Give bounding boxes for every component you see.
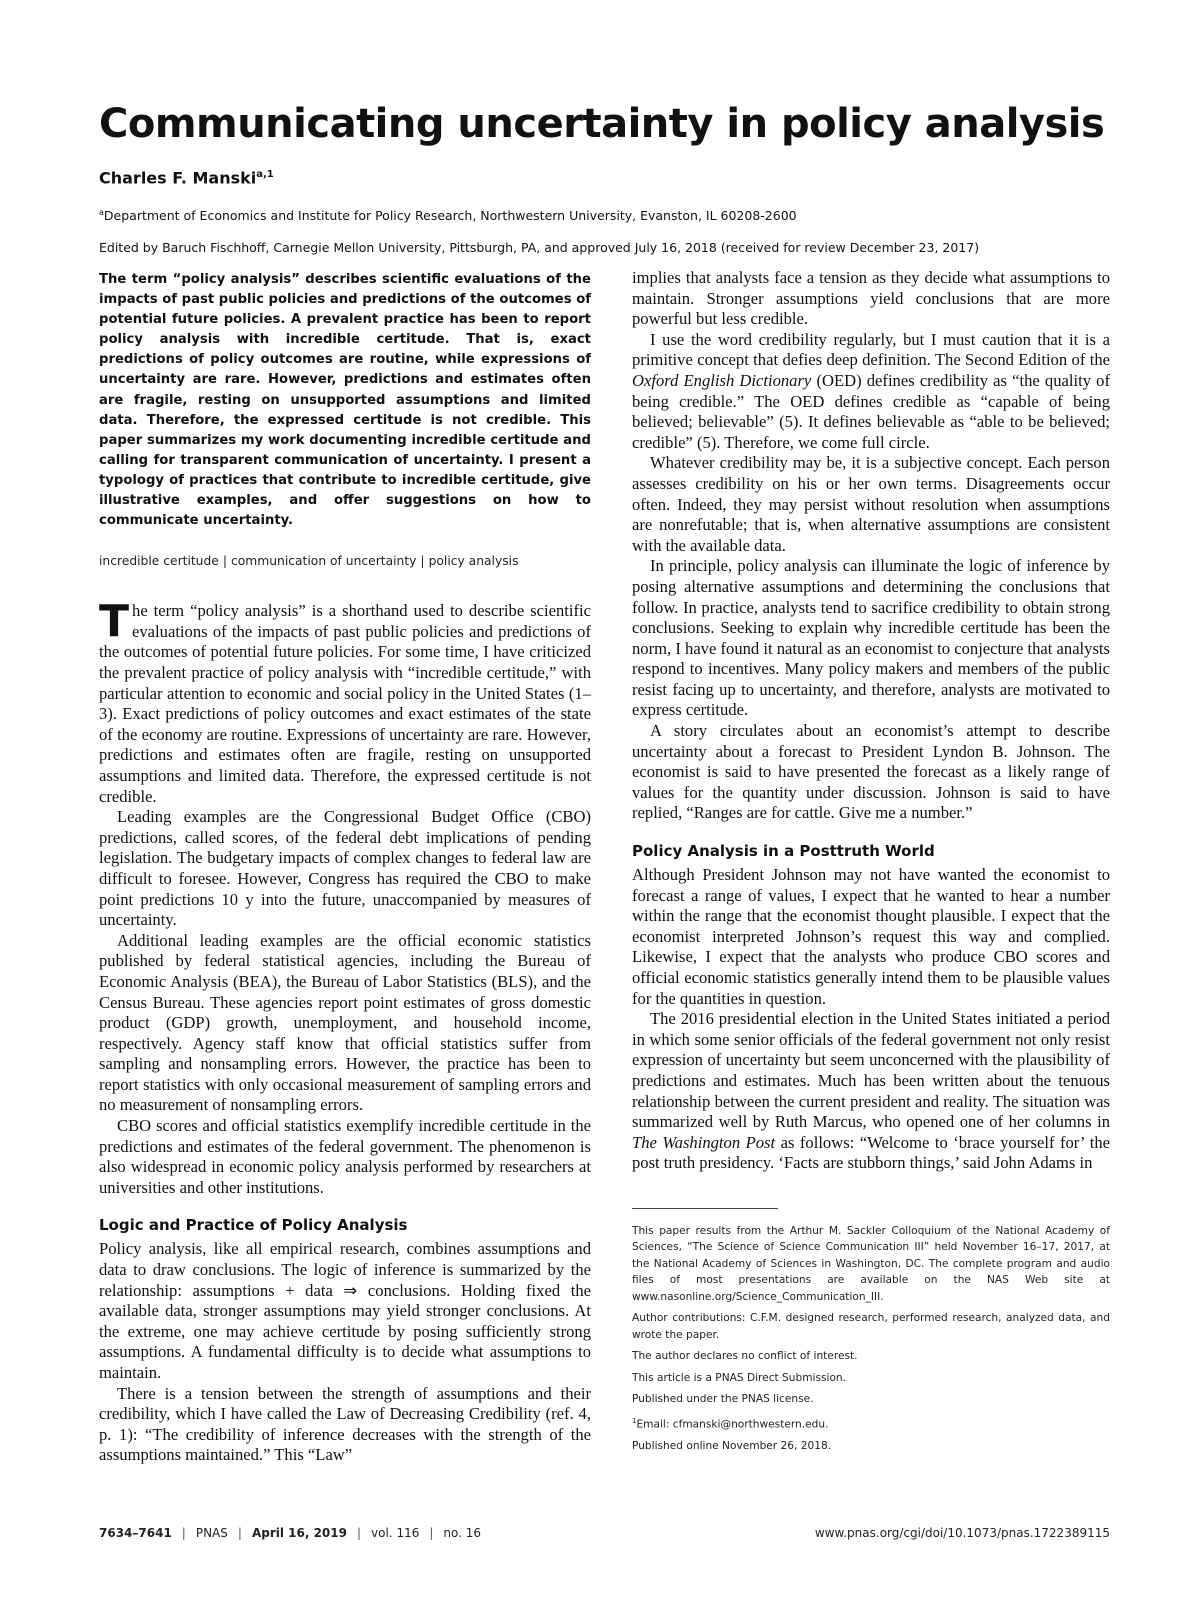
keyword-separator: | bbox=[222, 554, 228, 569]
right-body bbox=[632, 268, 1110, 1174]
right-column bbox=[632, 268, 1110, 1459]
body-paragraph: There is a tension between the strength of assumptions and their credibility, which I have called the Law of Decreasing Credibility (ref. 4, p. 1): “The credibility of inference decreases with the strength of the assumptions maintained.” This “Law” bbox=[99, 1383, 591, 1465]
keyword: communication of uncertainty bbox=[231, 554, 417, 569]
footer-doi-link[interactable]: www.pnas.org/cgi/doi/10.1073/pnas.1722389115 bbox=[814, 1526, 1110, 1540]
footer-separator: | bbox=[429, 1526, 434, 1540]
footer-journal: PNAS bbox=[195, 1526, 228, 1540]
author-name: Charles F. Manski bbox=[99, 168, 257, 188]
footnote-license: Published under the PNAS license. bbox=[632, 1393, 814, 1406]
body-paragraph: Additional leading examples are the official economic statistics published by federal statistical agencies, including the Bureau of Economic Analysis (BEA), the Bureau of Labor Statistics (BLS), and the Census Bureau. These agencies report point estimates of gross domestic product (GDP) growth, unemployment, and household income, respectively. Agency staff know that official statistics suffer from sampling and nonsampling errors. However, the practice has been to report statistics with only occasional measurement of sampling errors and no measurement of nonsampling errors. bbox=[99, 930, 591, 1115]
footnote-email: $^1$Email: cfmanski@northwestern.edu. bbox=[632, 1416, 829, 1431]
edited-by-line: Edited by Baruch Fischhoff, Carnegie Mellon University, Pittsburgh, PA, and approved July 16, 2018 (received for review December 23, 2017) bbox=[99, 240, 980, 255]
affiliation-superscript: a bbox=[99, 208, 104, 217]
body-paragraph: implies that analysts face a tension as they decide what assumptions to maintain. Stronger assumptions yield conclusions that are more powerful but less credible. bbox=[632, 268, 1110, 329]
footer-pages: 7634–7641 bbox=[99, 1526, 172, 1540]
abstract: The term “policy analysis” describes scientific evaluations of the impacts of past public policies and predictions of the outcomes of potential future policies. A prevalent practice has been to report policy analysis with incredible certitude. That is, exact predictions of policy outcomes are routine, while expressions of uncertainty are rare. However, predictions and estimates often are fragile, resting on unsupported assumptions and limited data. Therefore, the expressed certitude is not credible. This paper summarizes my work documenting incredible certitude and calling for transparent communication of uncertainty. I present a typology of practices that contribute to incredible certitude, give illustrative examples, and offer suggestions on how to communicate uncertainty. bbox=[99, 272, 591, 529]
footnote-divider bbox=[632, 1208, 778, 1209]
author-superscript: a,1 bbox=[256, 169, 274, 180]
italic-title: Oxford English Dictionary bbox=[632, 370, 812, 390]
footnote-colloquium: This paper results from the Arthur M. Sackler Colloquium of the National Academy of Sciences, “The Science of Science Communication III” held November 16–17, 2017, at the National Academy of Sciences in Washington, DC. The complete program and audio files of most presentations are available on the NAS Web site at www.nasonline.org/Science_Communication_III. bbox=[632, 1224, 1110, 1303]
body-paragraph: A story circulates about an economist’s attempt to describe uncertainty about a forecast to President Lyndon B. Johnson. The economist is said to have presented the forecast as a likely range of values for the quantity under discussion. Johnson is said to have replied, “Ranges are for cattle. Give me a number.” bbox=[632, 721, 1110, 823]
footer-issue: no. 16 bbox=[443, 1526, 482, 1540]
body-paragraph: I use the word credibility regularly, but I must caution that it is a primitive concept that defies deep definition. The Second Edition of the Oxford English Dictionary (OED) defines credibility as “the quality of being credible.” The OED defines credible as “capable of being believed; believable” (5). It defines believable as “able to be believed; credible” (5). Therefore, we come full circle. bbox=[632, 329, 1110, 452]
italic-title: The Washington Post bbox=[632, 1132, 776, 1152]
keyword: incredible certitude bbox=[99, 554, 219, 569]
footer-separator: | bbox=[181, 1526, 186, 1540]
body-paragraph: Leading examples are the Congressional Budget Office (CBO) predictions, called scores, of the federal debt implications of pending legislation. The budgetary impacts of complex changes to federal law are difficult to foresee. However, Congress has required the CBO to make point predictions 10 y into the future, unaccompanied by measures of uncertainty. bbox=[99, 807, 591, 930]
keywords bbox=[99, 553, 591, 569]
footer-separator: | bbox=[237, 1526, 242, 1540]
author-line bbox=[99, 165, 274, 188]
footer-separator: | bbox=[356, 1526, 362, 1540]
affiliation-text: Department of Economics and Institute for Policy Research, Northwestern University, Evanston, IL 60208-2600 bbox=[103, 208, 797, 224]
section-heading: Logic and Practice of Policy Analysis bbox=[99, 1216, 408, 1235]
body-paragraph: The term “policy analysis” is a shorthand used to describe scientific evaluations of the impacts of past public policies and predictions of the outcomes of potential future policies. For some time, I have criticized the prevalent practice of policy analysis with “incredible certitude,” with particular attention to economic and social policy in the United States (1–3). Exact predictions of policy outcomes and exact estimates of the state of the economy are routine. Expressions of uncertainty are rare. However, predictions and estimates often are fragile, resting on unsupported assumptions and limited data. Therefore, the expressed certitude is not credible. bbox=[99, 596, 591, 806]
footnote-published: Published online November 26, 2018. bbox=[632, 1439, 832, 1452]
footnote-conflict: The author declares no conflict of interest. bbox=[632, 1350, 858, 1363]
left-body bbox=[99, 596, 591, 1466]
footer-date: April 16, 2019 bbox=[251, 1526, 347, 1540]
footer-volume: vol. 116 bbox=[371, 1526, 420, 1540]
section-heading: Policy Analysis in a Posttruth World bbox=[632, 842, 935, 861]
left-column bbox=[99, 270, 591, 1466]
affiliation bbox=[99, 205, 797, 224]
footnote-submission: This article is a PNAS Direct Submission. bbox=[632, 1371, 847, 1384]
keyword: policy analysis bbox=[428, 554, 519, 569]
footnote-contributions: Author contributions: C.F.M. designed research, performed research, analyzed data, and wrote the paper. bbox=[632, 1312, 1110, 1341]
footer-citation bbox=[99, 1525, 481, 1541]
body-paragraph: Although President Johnson may not have wanted the economist to forecast a range of values, I expect that he wanted to hear a number within the range that the economist thought plausible. I expect that the economist interpreted Johnson’s request this way and complied. Likewise, I expect that the analysts who produce CBO scores and official economic statistics generally intend them to be plausible values for the quantities in question. bbox=[632, 865, 1110, 1008]
paper-title: Communicating uncertainty in policy analysis bbox=[99, 101, 1105, 147]
body-paragraph: Whatever credibility may be, it is a subjective concept. Each person assesses credibility on his or her own terms. Disagreements occur often. Indeed, they may persist without resolution when assumptions are nonrefutable; that is, when alternative assumptions are consistent with the available data. bbox=[632, 453, 1110, 555]
footnotes bbox=[632, 1223, 1110, 1455]
body-paragraph: Policy analysis, like all empirical research, combines assumptions and data to draw conclusions. The logic of inference is summarized by the relationship: assumptions + data ⇒ conclusions. Holding fixed the available data, stronger assumptions may yield stronger conclusions. At the extreme, one may achieve certitude by posing sufficiently strong assumptions. A fundamental difficulty is to decide what assumptions to maintain. bbox=[99, 1239, 591, 1382]
body-paragraph: CBO scores and official statistics exemplify incredible certitude in the predictions and estimates of the federal government. The phenomenon is also widespread in economic policy analysis performed by researchers at universities and other institutions. bbox=[99, 1116, 591, 1197]
drop-cap: T bbox=[99, 596, 130, 648]
body-paragraph: The 2016 presidential election in the United States initiated a period in which some senior officials of the federal government not only resist expression of uncertainty but seem unconcerned with the plausibility of predictions and estimates. Much has been written about the tenuous relationship between the current president and reality. The situation was summarized well by Ruth Marcus, who opened one of her columns in The Washington Post as follows: “Welcome to ‘brace yourself for’ the post truth presidency. ‘Facts are stubborn things,’ said John Adams in bbox=[632, 1009, 1110, 1173]
keyword-separator: | bbox=[420, 554, 425, 569]
body-paragraph: In principle, policy analysis can illuminate the logic of inference by posing alternative assumptions and determining the conclusions that follow. In practice, analysts tend to sacrifice credibility to obtain strong conclusions. Seeking to explain why incredible certitude has been the norm, I have found it natural as an economist to conjecture that analysts respond to incentives. Many policy makers and members of the public resist facing up to uncertainty, and therefore, analysts are motivated to express certitude. bbox=[632, 556, 1110, 720]
